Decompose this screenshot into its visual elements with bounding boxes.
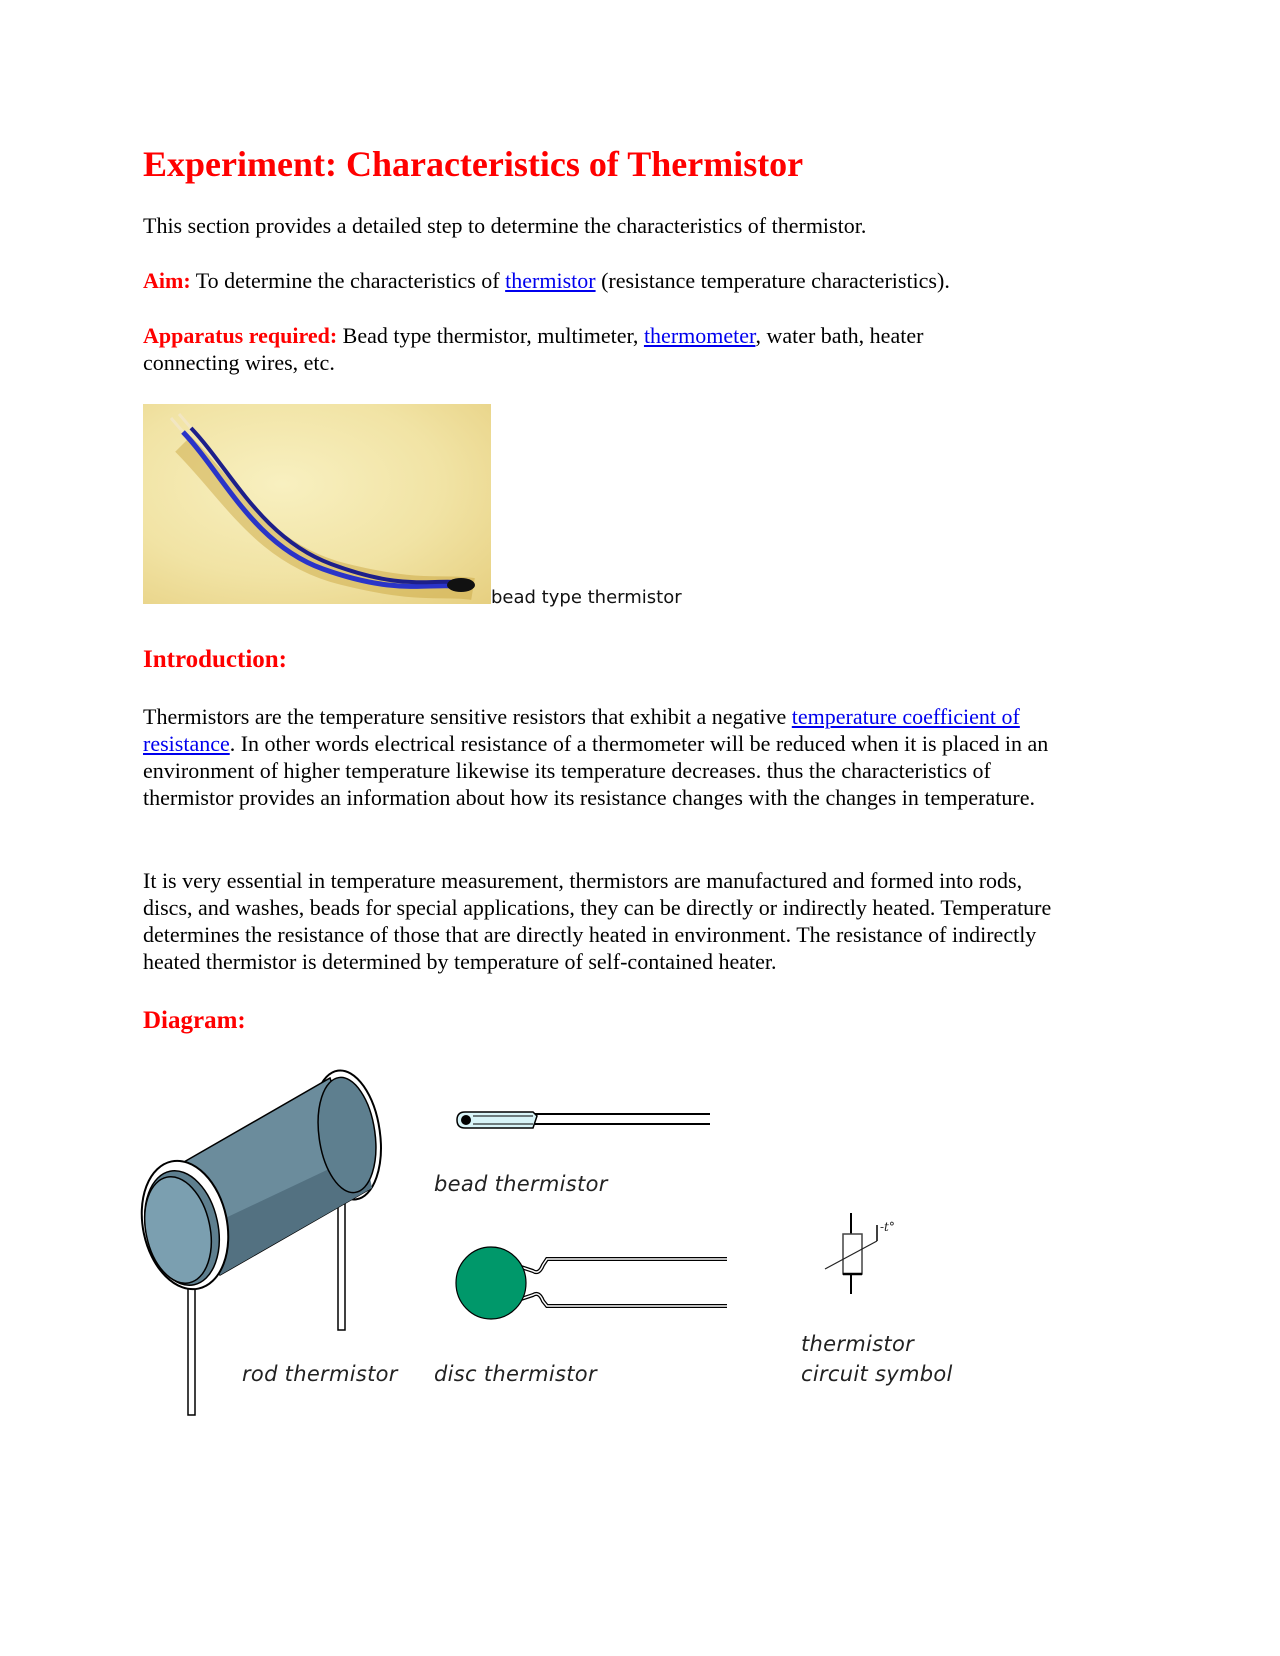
aim-text-after: (resistance temperature characteristics).	[595, 268, 950, 293]
introduction-paragraph-1	[143, 703, 1071, 811]
thermistor-circuit-symbol-icon	[820, 1208, 930, 1298]
page-title: Experiment: Characteristics of Thermistor	[143, 144, 804, 184]
apparatus-text-after: , water bath, heater connecting wires, etc.	[143, 323, 924, 375]
aim-text-before: To determine the characteristics of	[190, 268, 506, 293]
diagram-heading: Diagram:	[143, 1007, 246, 1034]
introduction-heading: Introduction:	[143, 646, 288, 673]
symbol-label-line2: circuit symbol	[801, 1362, 953, 1386]
aim-label: Aim:	[143, 268, 191, 293]
apparatus-text-before: Bead type thermistor, multimeter,	[337, 323, 644, 348]
aim-paragraph	[143, 267, 1083, 294]
thermometer-link[interactable]: thermometer	[643, 323, 756, 348]
temperature-coefficient-link[interactable]: temperature coefficient of resistance	[143, 704, 1020, 756]
disc-thermistor-icon	[455, 1243, 735, 1323]
photo-caption: bead type thermistor	[491, 587, 682, 608]
intro-sentence: This section provides a detailed step to determine the characteristics of thermistor.	[143, 213, 867, 238]
bead-thermistor-label: bead thermistor	[434, 1172, 608, 1196]
rod-thermistor-label: rod thermistor	[242, 1362, 398, 1386]
introduction-paragraph-2: It is very essential in temperature measurement, thermistors are manufactured and formed into rods, discs, and washes, beads for special applications, they can be directly or indirectly heated. Temperature determines the resistance of those that are directly heated in environment. The resistance of indirectly heated thermistor is determined by temperature of self-contained heater.	[143, 868, 1052, 974]
thermistor-photo-icon	[143, 404, 491, 604]
intro-p1-before: Thermistors are the temperature sensitive resistors that exhibit a negative	[143, 704, 792, 729]
bead-thermistor-photo	[143, 404, 491, 604]
apparatus-label: Apparatus required:	[143, 323, 338, 348]
thermistor-link[interactable]: thermistor	[505, 268, 596, 293]
apparatus-paragraph	[143, 322, 1003, 376]
symbol-mark: -t°	[880, 1220, 895, 1234]
disc-thermistor-label: disc thermistor	[434, 1362, 597, 1386]
bead-thermistor-icon	[455, 1106, 715, 1136]
intro-p1-after: . In other words electrical resistance of a thermometer will be reduced when it is placed in an environment of higher temperature likewise its temperature decreases. thus the characteristics of thermistor provides an information about how its resistance changes with the changes in temperature.	[143, 731, 1049, 810]
symbol-label-line1: thermistor	[801, 1332, 915, 1356]
